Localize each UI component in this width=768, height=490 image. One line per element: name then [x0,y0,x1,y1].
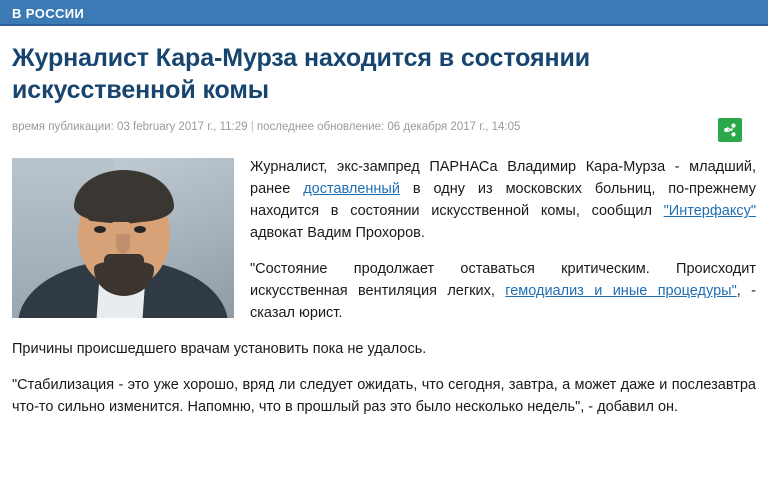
share-icon [723,123,737,137]
category-bar [0,0,768,26]
lead-block [12,156,756,338]
category-label[interactable]: В РОССИИ [12,5,85,21]
article-photo [12,158,234,318]
paragraph-3: Причины происшедшего врачам установить пока не удалось. [12,341,427,358]
update-prefix: последнее обновление: [256,121,388,133]
paragraph-1-text-a: Журналист, экс-зампред ПАРНАСа Владимир Кара-Мурза - младший, ранее [250,159,756,198]
paragraph-2-text-a: "Состояние продолжает оставаться критическим. Происходит искусственная вентиляция легких, [250,261,756,300]
photo-eye-left [94,226,106,233]
publish-time: 03 february 2017 г., 11:29 [117,121,248,133]
paragraph-4: "Стабилизация - это уже хорошо, вряд ли следует ожидать, что сегодня, завтра, а может даже и послезавтра что-то сильно изменится. Напомню, что в прошлый раз это было несколько недель", - добавил он. [12,377,756,416]
paragraph-1-text-b: в одну из московских больниц, по-прежнему находится в состоянии искусственной комы, сообщил [250,181,756,220]
paragraph-1-text-c: адвокат Вадим Прохоров. [250,225,425,242]
link-dostavlenny[interactable]: доставленный [303,181,400,198]
page-title: Журналист Кара-Мурза находится в состоянии искусственной комы [12,44,591,104]
meta-separator: | [247,121,257,133]
publish-prefix: время публикации: [12,121,118,133]
update-time: 06 декабря 2017 г., 14:05 [387,121,521,133]
link-gemodializ[interactable]: гемодиализ и иные процедуры" [505,283,737,300]
paragraph-2-text-b: , - сказал юрист. [250,283,756,322]
share-button[interactable] [718,118,742,142]
photo-eye-right [134,226,146,233]
publication-meta [12,118,520,135]
photo-nose [116,234,130,254]
meta-row [12,118,756,142]
article-body [12,156,756,418]
link-interfax[interactable]: "Интерфаксу" [663,203,756,220]
